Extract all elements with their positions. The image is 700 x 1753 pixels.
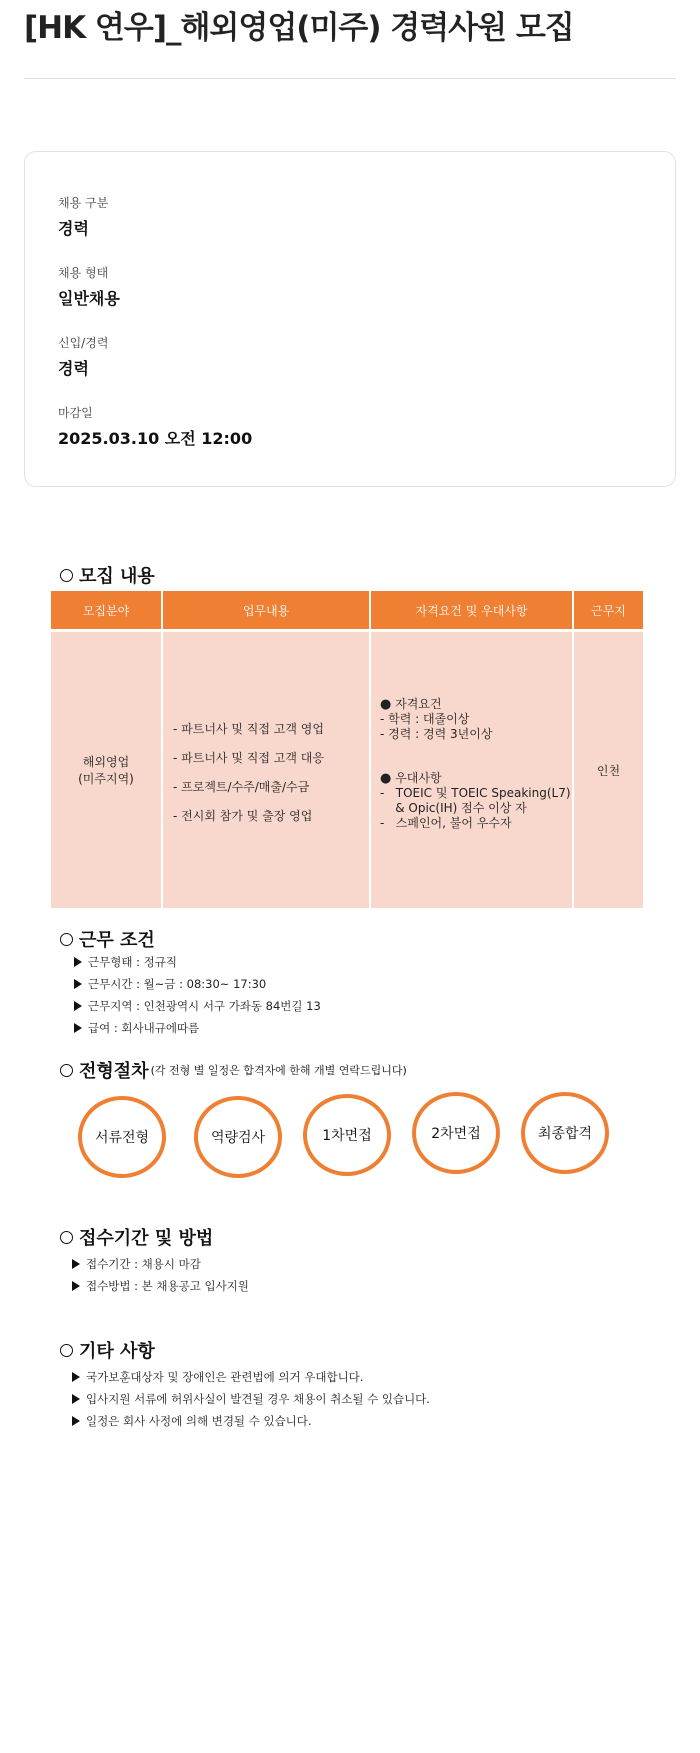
- condition-text: 근무형태 : 정규직: [88, 955, 177, 969]
- list-item: [74, 1017, 321, 1039]
- process-title-text: 전형절차: [79, 1061, 149, 1082]
- duty-item: - 프로젝트/수주/매출/수금: [173, 780, 310, 794]
- experience-value: 경력: [58, 359, 89, 378]
- triangle-bullet-icon: [74, 1023, 82, 1033]
- circle-bullet-icon: [60, 1064, 73, 1077]
- field-line: 해외영업: [82, 755, 130, 769]
- process-note: (각 전형 별 일정은 합격자에 한해 개별 연락드립니다): [150, 1064, 407, 1077]
- process-step-interview-1: 1차면접: [303, 1094, 391, 1176]
- condition-text: 근무시간 : 월~금 : 08:30~ 17:30: [88, 977, 267, 991]
- apply-text: 접수기간 : 채용시 마감: [86, 1257, 201, 1271]
- apply-list: [72, 1253, 249, 1297]
- conditions-title-text: 근무 조건: [79, 930, 155, 951]
- etc-section-title: [60, 1337, 155, 1363]
- deadline-label: 마감일: [58, 406, 93, 420]
- list-item: [74, 973, 321, 995]
- triangle-bullet-icon: [74, 979, 82, 989]
- filled-circle-icon: ●: [380, 697, 392, 712]
- circle-bullet-icon: [60, 1231, 73, 1244]
- process-section-title: [60, 1057, 407, 1083]
- duty-item: - 전시회 참가 및 출장 영업: [173, 809, 313, 823]
- recruit-table: [51, 591, 643, 908]
- cell-duties: [163, 632, 369, 908]
- process-step-document: 서류전형: [78, 1096, 166, 1178]
- job-summary-card: [24, 151, 676, 487]
- process-step-final: 최종합격: [521, 1092, 609, 1174]
- list-item: [74, 995, 321, 1017]
- condition-text: 근무지역 : 인천광역시 서구 가좌동 84번길 13: [88, 999, 321, 1013]
- etc-text: 일정은 회사 사정에 의해 변경될 수 있습니다.: [86, 1414, 312, 1428]
- cell-field: [51, 632, 161, 908]
- apply-section-title: [60, 1224, 213, 1250]
- qualification-item: - 학력 : 대졸이상: [380, 712, 470, 726]
- list-item: [72, 1275, 249, 1297]
- list-item: [72, 1388, 430, 1410]
- header-location: 근무지: [574, 591, 643, 629]
- duty-item: - 파트너사 및 직접 고객 대응: [173, 751, 324, 765]
- etc-text: 국가보훈대상자 및 장애인은 관련법에 의거 우대합니다.: [86, 1370, 364, 1384]
- apply-title-text: 접수기간 및 방법: [79, 1228, 214, 1249]
- qualification-heading: 자격요건: [395, 697, 442, 711]
- triangle-bullet-icon: [72, 1394, 80, 1404]
- conditions-list: [74, 951, 321, 1039]
- duty-item: - 파트너사 및 직접 고객 영업: [173, 722, 324, 736]
- preference-item: & Opic(IH) 점수 이상 자: [380, 801, 527, 815]
- preference-heading: 우대사항: [395, 771, 442, 785]
- list-item: [72, 1410, 430, 1432]
- process-step-aptitude: 역량검사: [194, 1096, 282, 1178]
- deadline-value: 2025.03.10 오전 12:00: [58, 429, 253, 448]
- preference-item: - TOEIC 및 TOEIC Speaking(L7): [380, 786, 571, 800]
- hire-type-value: 일반채용: [58, 289, 120, 308]
- circle-bullet-icon: [60, 569, 73, 582]
- experience-label: 신입/경력: [58, 336, 109, 350]
- qualification-item: - 경력 : 경력 3년이상: [380, 727, 493, 741]
- header-field: 모집분야: [51, 591, 161, 629]
- list-item: [74, 951, 321, 973]
- triangle-bullet-icon: [72, 1416, 80, 1426]
- recruit-section-title: [60, 562, 155, 588]
- header-duties: 업무내용: [163, 591, 369, 629]
- process-step-interview-2: 2차면접: [412, 1092, 500, 1174]
- hire-type-label: 채용 형태: [58, 266, 109, 280]
- triangle-bullet-icon: [72, 1372, 80, 1382]
- triangle-bullet-icon: [72, 1281, 80, 1291]
- header-qualifications: 자격요건 및 우대사항: [371, 591, 572, 629]
- etc-text: 입사지원 서류에 허위사실이 발견될 경우 채용이 취소될 수 있습니다.: [86, 1392, 430, 1406]
- cell-qualifications: [371, 632, 572, 908]
- field-line: (미주지역): [78, 772, 134, 786]
- hire-category-label: 채용 구분: [58, 196, 109, 210]
- etc-title-text: 기타 사항: [79, 1341, 155, 1362]
- recruit-title-text: 모집 내용: [79, 566, 155, 587]
- triangle-bullet-icon: [72, 1259, 80, 1269]
- list-item: [72, 1366, 430, 1388]
- etc-list: [72, 1366, 430, 1432]
- list-item: [72, 1253, 249, 1275]
- apply-text: 접수방법 : 본 채용공고 입사지원: [86, 1279, 249, 1293]
- title-divider: [24, 78, 676, 79]
- conditions-section-title: [60, 926, 155, 952]
- condition-text: 급여 : 회사내규에따름: [88, 1021, 200, 1035]
- page-title: [HK 연우]_해외영업(미주) 경력사원 모집: [24, 10, 574, 46]
- filled-circle-icon: ●: [380, 771, 392, 786]
- preference-item: - 스페인어, 불어 우수자: [380, 816, 512, 830]
- circle-bullet-icon: [60, 933, 73, 946]
- hire-category-value: 경력: [58, 219, 89, 238]
- circle-bullet-icon: [60, 1344, 73, 1357]
- cell-location: 인천: [574, 632, 643, 908]
- triangle-bullet-icon: [74, 1001, 82, 1011]
- triangle-bullet-icon: [74, 957, 82, 967]
